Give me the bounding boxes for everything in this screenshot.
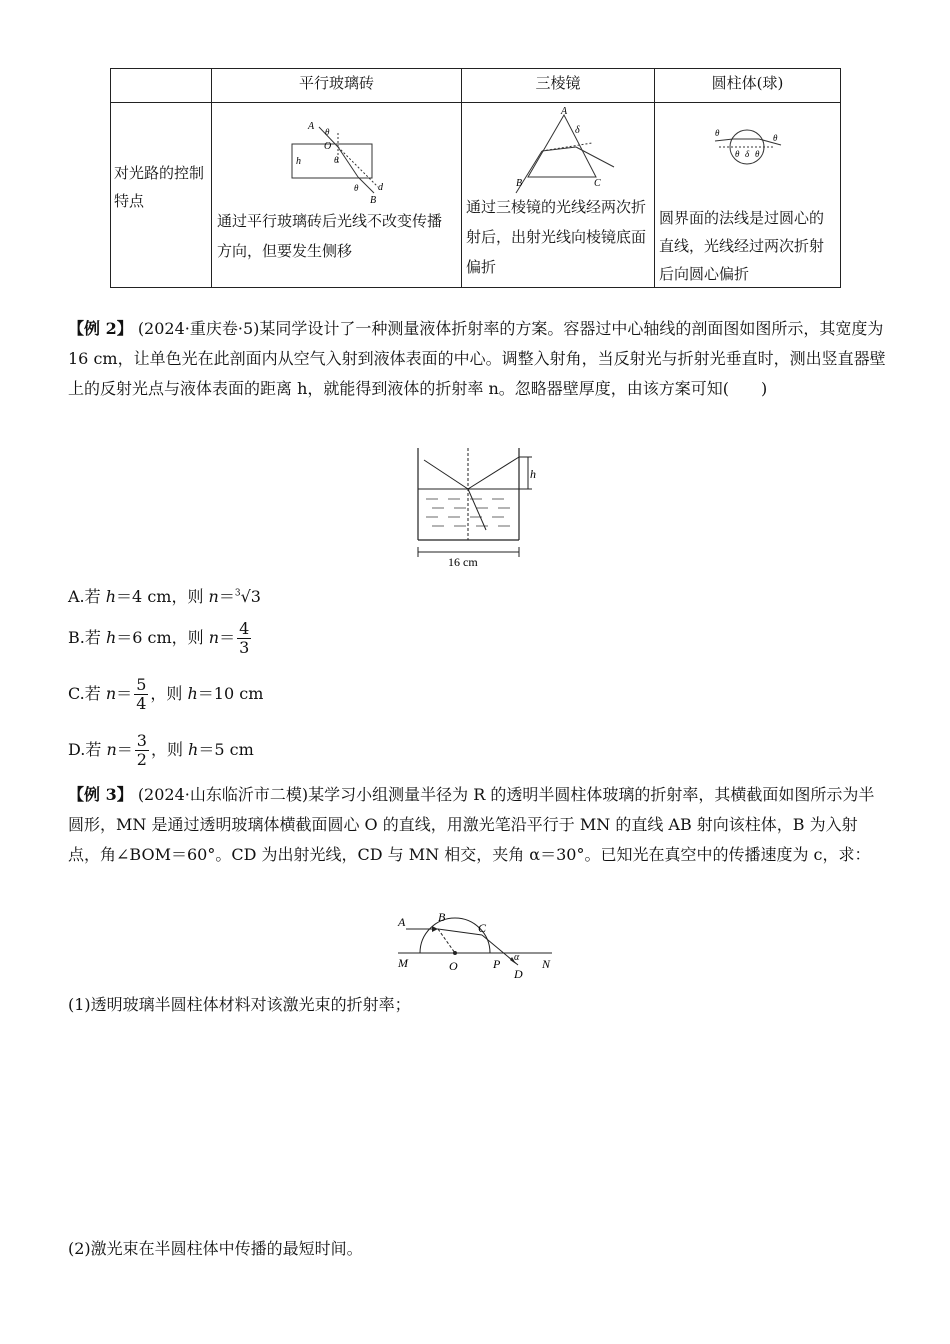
svg-text:θ: θ bbox=[773, 133, 778, 143]
cylinder-diagram bbox=[655, 103, 840, 173]
svg-text:M: M bbox=[398, 956, 408, 970]
example3-source: (2024·山东临沂市二模) bbox=[137, 785, 309, 804]
svg-text:B: B bbox=[438, 910, 446, 924]
table-row-label-cell bbox=[111, 103, 212, 288]
table-header-prism: 三棱镜 bbox=[462, 69, 655, 103]
svg-text:θ: θ bbox=[735, 149, 740, 159]
svg-text:O: O bbox=[324, 141, 332, 152]
svg-text:A: A bbox=[561, 106, 568, 117]
svg-text:D: D bbox=[514, 967, 523, 981]
svg-text:θ: θ bbox=[755, 149, 760, 159]
example2-diagram bbox=[408, 444, 558, 574]
glass-slab-diagram bbox=[212, 107, 461, 207]
table-cell-cylinder bbox=[655, 103, 841, 288]
svg-text:A: A bbox=[308, 121, 315, 132]
prism-diagram bbox=[462, 103, 654, 203]
option-d: D.若 n＝ $\frac{3}{2}$ ，则 h＝5 cm bbox=[68, 731, 254, 769]
example3-diagram bbox=[392, 910, 562, 982]
svg-text:A: A bbox=[398, 915, 406, 929]
svg-text:N: N bbox=[542, 957, 551, 971]
table-header-empty bbox=[111, 69, 212, 103]
svg-text:O: O bbox=[449, 959, 458, 973]
option-c: C.若 n＝ $\frac{5}{4}$ ，则 h＝10 cm bbox=[68, 675, 264, 713]
svg-text:C: C bbox=[594, 178, 601, 189]
svg-text:θ: θ bbox=[715, 128, 720, 138]
prism-text: 通过三棱镜的光线经两次折射后，出射光线向棱镜底面偏折 bbox=[466, 198, 647, 276]
svg-text:P: P bbox=[493, 957, 501, 971]
svg-text:B: B bbox=[516, 178, 523, 189]
table-cell-prism bbox=[462, 103, 655, 288]
svg-text:C: C bbox=[478, 921, 487, 935]
svg-text:δ: δ bbox=[745, 149, 750, 159]
example2-stem bbox=[68, 314, 886, 404]
table-cell-glass-slab bbox=[212, 103, 462, 288]
table-header-cylinder: 圆柱体(球) bbox=[655, 69, 841, 103]
option-a: A.若 h＝4 cm，则 n＝$^3$√3 bbox=[68, 587, 261, 606]
svg-text:θ: θ bbox=[354, 183, 359, 193]
svg-text:θ: θ bbox=[325, 127, 330, 137]
svg-text:h: h bbox=[296, 156, 301, 167]
svg-text:α: α bbox=[514, 952, 520, 963]
example3-tag: 【例 3】 bbox=[68, 785, 133, 804]
example2-text: 某同学设计了一种测量液体折射率的方案。容器过中心轴线的剖面图如图所示，其宽度为 16 cm，让单色光在此剖面内从空气入射到液体表面的中心。调整入射角，当反射光与折射光垂直时，测出竖直器壁上的反射光点与液体表面的距离 h，就能得到液体的折射率 n。忽略器壁厚度，由该方案可知( ) bbox=[68, 319, 886, 398]
svg-text:δ: δ bbox=[575, 125, 580, 136]
option-b: B.若 h＝6 cm，则 n＝ $\frac{4}{3}$ bbox=[68, 619, 250, 657]
svg-text:d: d bbox=[378, 182, 383, 193]
example2-width-label: 16 cm bbox=[448, 555, 478, 569]
example3-text: 某学习小组测量半径为 R 的透明半圆柱体玻璃的折射率，其横截面如图所示为半圆形，MN 是通过透明玻璃体横截面圆心 O 的直线，用激光笔沿平行于 MN 的直线 AB 射向该柱体，B 为入射点，角∠BOM＝60°。CD 为出射光线，CD 与 MN 相交，夹角 α＝30°。已知光在真空中的传播速度为 c，求： bbox=[68, 785, 875, 864]
example3-stem bbox=[68, 780, 886, 870]
table-header-glass-slab: 平行玻璃砖 bbox=[212, 69, 462, 103]
glass-slab-text: 通过平行玻璃砖后光线不改变传播方向，但要发生侧移 bbox=[217, 212, 443, 260]
example2-tag: 【例 2】 bbox=[68, 319, 133, 338]
row-label: 对光路的控制特点 bbox=[114, 164, 205, 210]
example3-q2: (2)激光束在半圆柱体中传播的最短时间。 bbox=[68, 1239, 363, 1258]
cylinder-text: 圆界面的法线是过圆心的直线，光线经过两次折射后向圆心偏折 bbox=[659, 209, 825, 283]
example3-q1: (1)透明玻璃半圆柱体材料对该激光束的折射率； bbox=[68, 995, 411, 1014]
example2-h-label: h bbox=[530, 467, 536, 481]
comparison-table bbox=[110, 68, 841, 288]
example2-source: (2024·重庆卷·5) bbox=[137, 319, 260, 338]
svg-text:θ: θ bbox=[334, 155, 339, 165]
svg-text:B: B bbox=[370, 195, 377, 206]
